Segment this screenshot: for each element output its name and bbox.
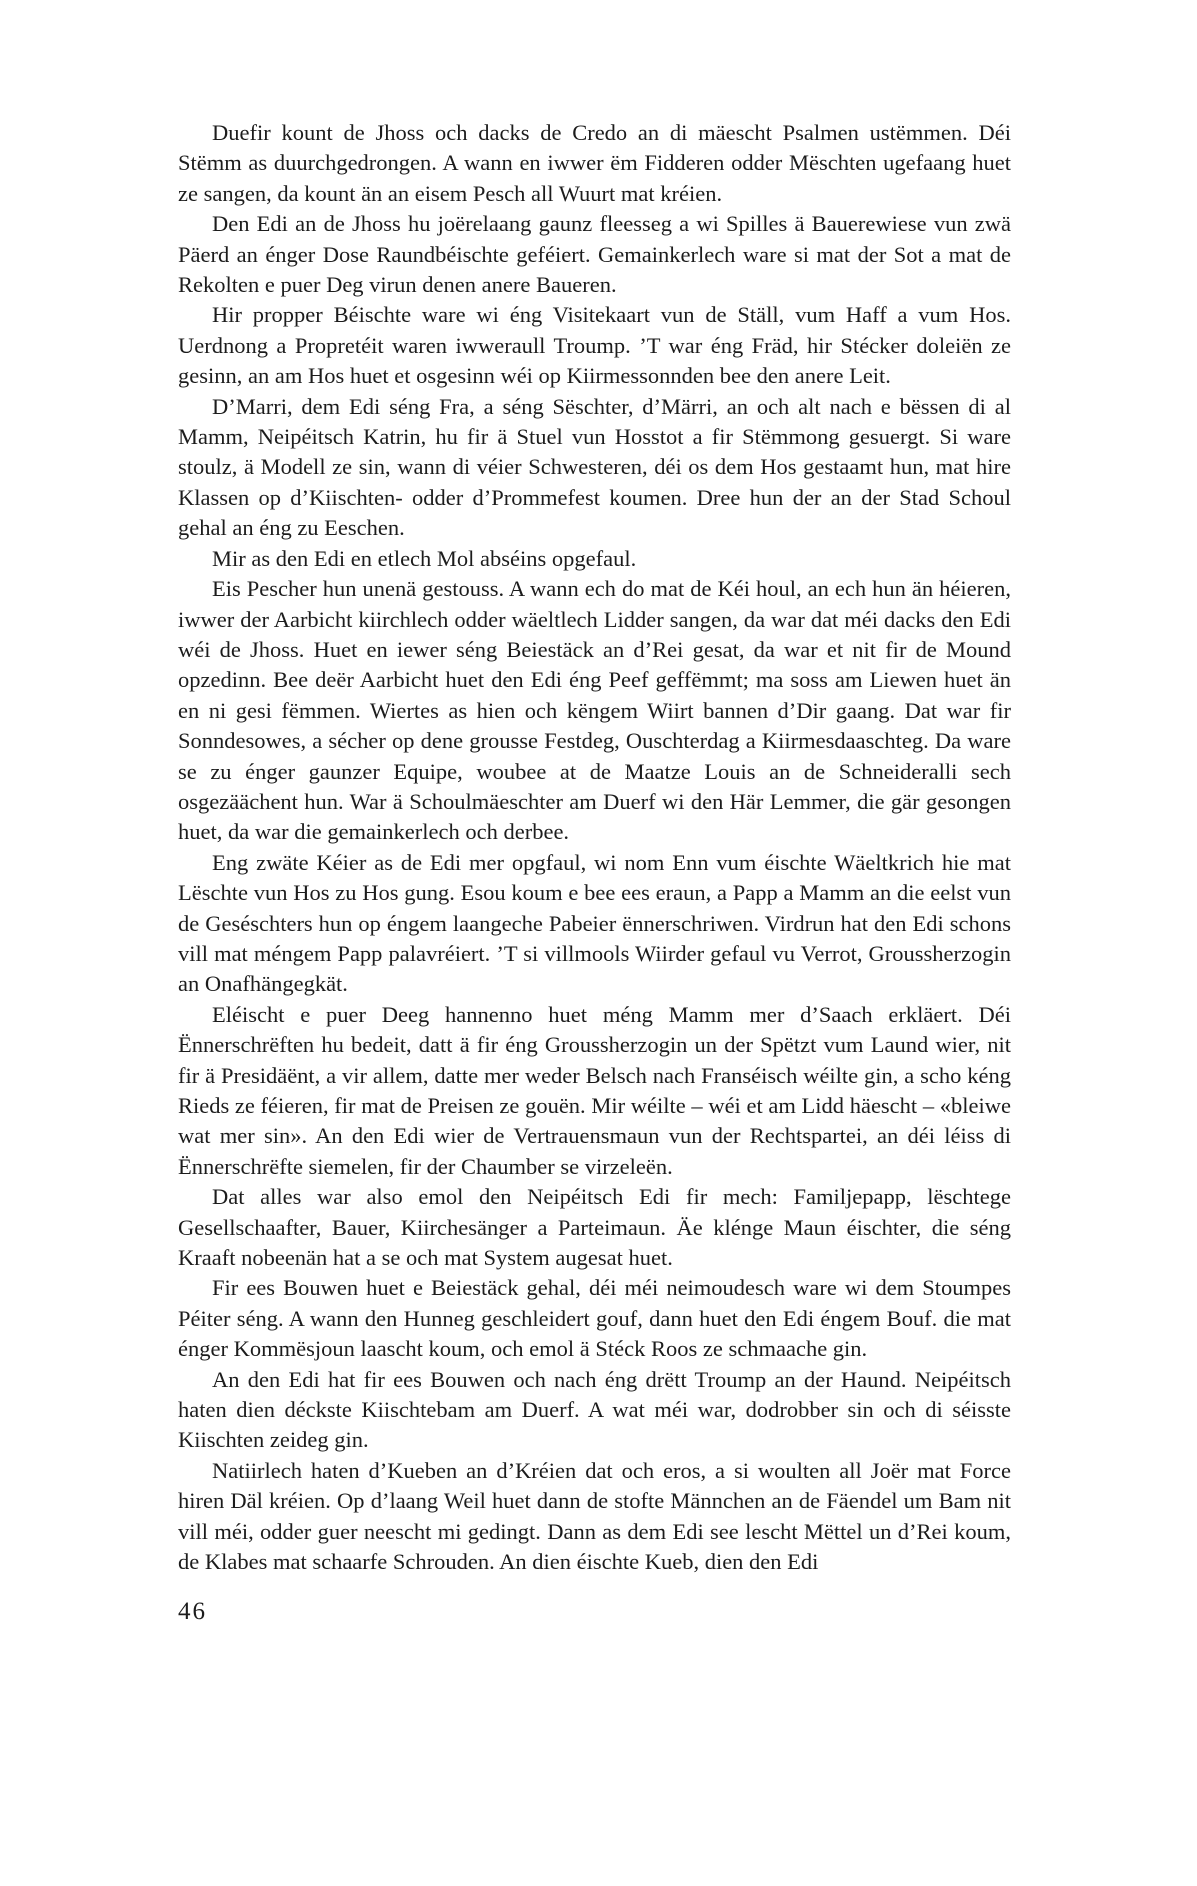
paragraph: Natiirlech haten d’Kueben an d’Kréien dat och eros, a si woulten all Joër mat Force hiren Däl kréien. Op d’laang Weil huet dann de stofte Männchen an de Fäendel um Bam nit vill méi, odder guer neescht mi gedingt. Dann as dem Edi see lescht Mëttel un d’Rei koum, de Klabes mat schaarfe Schrouden. An dien éischte Kueb, dien den Edi <box>178 1457 1011 1575</box>
paragraph: Fir ees Bouwen huet e Beiestäck gehal, déi méi neimoudesch ware wi dem Stoumpes Péiter séng. A wann den Hunneg geschleidert gouf, dann huet den Edi éngem Bouf. die mat énger Kommësjoun laascht koum, och emol ä Stéck Roos ze schmaache gin. <box>178 1275 1011 1362</box>
paragraph: Mir as den Edi en etlech Mol abséins opgefaul. <box>212 545 637 571</box>
page-number: 46 <box>178 1598 207 1625</box>
paragraph: An den Edi hat fir ees Bouwen och nach éng drëtt Troump an der Haund. Neipéitsch haten dien déckste Kiischtebam am Duerf. A wat méi war, dodrobber sin och di séisste Kiischten zeideg gin. <box>178 1366 1011 1453</box>
paragraph: Dat alles war also emol den Neipéitsch Edi fir mech: Familjepapp, lëschtege Gesellschaafter, Bauer, Kiirchesänger a Parteimaun. Äe klénge Maun éischter, die séng Kraaft nobeenän hat a se och mat System augesat huet. <box>178 1184 1011 1271</box>
paragraph: Hir propper Béischte ware wi éng Visitekaart vun de Ställ, vum Haff a vum Hos. Uerdnong a Propretéit waren iwweraull Troump. ’T war éng Fräd, hir Stécker doleiën ze gesinn, an am Hos huet et osgesinn wéi op Kiirmessonnden bee den anere Leit. <box>178 302 1011 389</box>
body-text <box>178 118 1011 1578</box>
paragraph: Den Edi an de Jhoss hu joërelaang gaunz fleesseg a wi Spilles ä Bauerewiese vun zwä Päerd an énger Dose Raundbéischte geféiert. Gemainkerlech ware si mat der Sot a mat de Rekolten e puer Deg virun denen anere Baueren. <box>178 211 1011 298</box>
paragraph: Duefir kount de Jhoss och dacks de Credo an di mäescht Psalmen ustëmmen. Déi Stëmm as duurchgedrongen. A wann en iwwer ëm Fidderen odder Mëschten ugefaang huet ze sangen, da kount än an eisem Pesch all Wuurt mat kréien. <box>178 120 1011 206</box>
paragraph: Eng zwäte Kéier as de Edi mer opgfaul, wi nom Enn vum éischte Wäeltkrich hie mat Lëschte vun Hos zu Hos gung. Esou koum e bee ees eraun, a Papp a Mamm an die eelst vun de Geséschters hun op éngem laangeche Pabeier ënnerschriwen. Virdrun hat den Edi schons vill mat méngem Papp palavréiert. ’T si villmools Wiirder gefaul vu Verrot, Groussherzogin an Onafhängegkät. <box>178 849 1011 997</box>
paragraph: D’Marri, dem Edi séng Fra, a séng Sëschter, d’Märri, an och alt nach e bëssen di al Mamm, Neipéitsch Katrin, hu fir ä Stuel vun Hosstot a fir Stëmmong gesuergt. Si ware stoulz, ä Modell ze sin, wann di véier Schwesteren, déi os dem Hos gestaamt hun, mat hire Klassen op d’Kiischten- odder d’Prommefest koumen. Dree hun der an der Stad Schoul gehal an éng zu Eeschen. <box>178 393 1011 541</box>
paragraph: Eléischt e puer Deeg hannenno huet méng Mamm mer d’Saach erkläert. Déi Ënnerschrëften hu bedeit, datt ä fir éng Groussherzogin un der Spëtzt vum Laund wier, nit fir ä Presidäënt, a vir allem, datte mer weder Belsch nach Franséisch wéilte gin, a scho kéng Rieds ze féieren, fir mat de Preisen ze gouën. Mir wéilte – wéi et am Lidd häescht – «bleiwe wat mer sin». An den Edi wier de Vertrauensmaun vun der Rechtspartei, an déi léiss di Ënnerschrëfte siemelen, fir der Chaumber se virzeleën. <box>178 1001 1011 1179</box>
paragraph: Eis Pescher hun unenä gestouss. A wann ech do mat de Kéi houl, an ech hun än héieren, iwwer der Aarbicht kiirchlech odder wäeltlech Lidder sangen, da war dat méi dacks den Edi wéi de Jhoss. Huet en iewer séng Beiestäck an d’Rei gesat, da war et nit fir de Mound opzedinn. Bee deër Aarbicht huet den Edi éng Peef geffëmmt; ma soss am Liewen huet än en ni gesi fëmmen. Wiertes as hien och këngem Wiirt bannen d’Dir gaang. Dat war fir Sonndesowes, a sécher op dene grousse Festdeg, Ouschterdag a Kiirmesdaaschteg. Da ware se zu énger gaunzer Equipe, woubee at de Maatze Louis an de Schneideralli sech osgezäächent hun. War ä Schoulmäeschter am Duerf wi den Här Lemmer, die gär gesongen huet, da war die gemainkerlech och derbee. <box>178 576 1011 845</box>
